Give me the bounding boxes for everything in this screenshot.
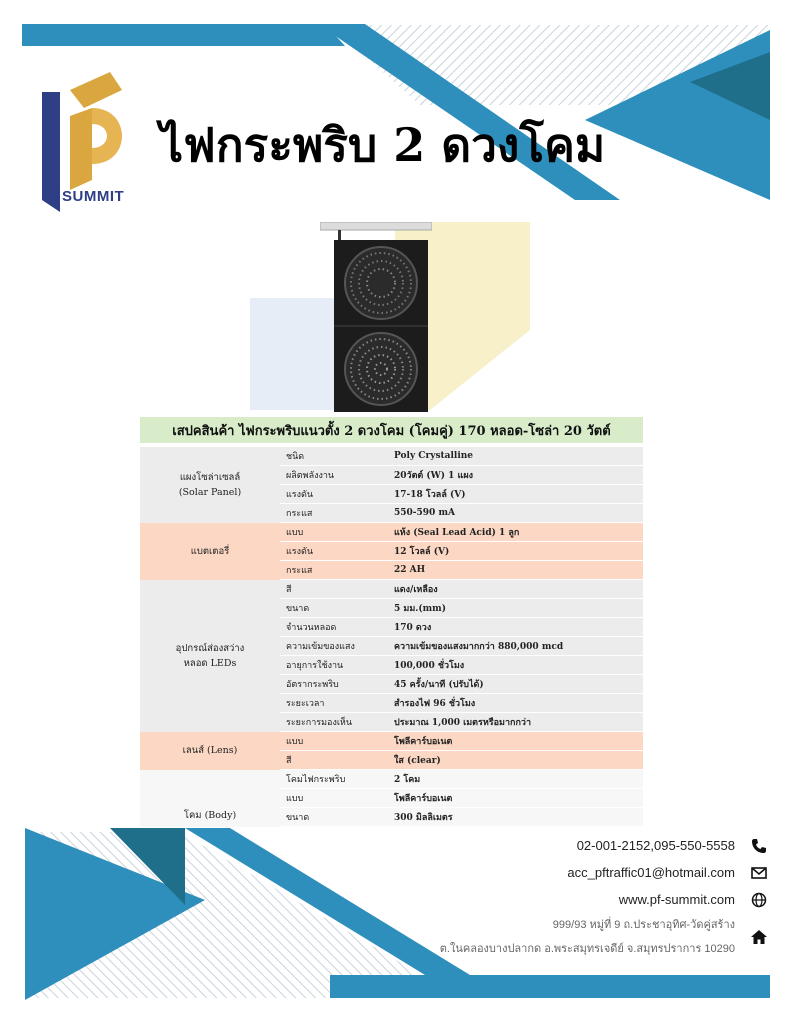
spec-section-body [140, 770, 643, 827]
spec-key: แบบ [286, 528, 304, 538]
spec-row [280, 561, 643, 580]
spec-key: ระยะเวลา [286, 699, 325, 709]
spec-row [280, 656, 643, 675]
spec-key: ชนิด [286, 452, 305, 462]
spec-value: 22 AH [394, 565, 426, 575]
section-label [140, 770, 280, 827]
contact-info [349, 832, 769, 961]
spec-table-header: เสปคสินค้า ไฟกระพริบแนวตั้ง 2 ดวงโคม (โคมคู่) 170 หลอด-โซล่า 20 วัตต์ [140, 417, 643, 443]
spec-row [280, 542, 643, 561]
spec-row [280, 504, 643, 523]
spec-key: จำนวนหลอด [286, 623, 337, 633]
contact-address [349, 913, 769, 961]
spec-value: Poly Crystalline [394, 451, 474, 461]
email-text[interactable]: acc_pftraffic01@hotmail.com [567, 865, 735, 880]
spec-value: 20วัตต์ (W) 1 แผง [394, 471, 474, 481]
spec-value: 300 มิลลิเมตร [394, 813, 453, 823]
spec-value: 2 โคม [394, 775, 421, 785]
spec-key: แบบ [286, 737, 304, 747]
section-label-line: แบตเตอรี่ [190, 545, 230, 557]
contact-phone [349, 832, 769, 859]
company-logo [40, 72, 136, 212]
spec-row [280, 732, 643, 751]
spec-row [280, 789, 643, 808]
product-image [320, 222, 432, 412]
address-line-2: ต.ในคลองบางปลากด อ.พระสมุทรเจดีย์ จ.สมุทรปราการ 10290 [439, 943, 735, 955]
spec-value: แดง/เหลือง [394, 585, 438, 595]
spec-row [280, 808, 643, 827]
section-label-line: อุปกรณ์ส่องสว่าง [175, 642, 245, 654]
spec-value: ประมาณ 1,000 เมตรหรือมากกว่า [394, 718, 532, 728]
spec-row [280, 523, 643, 542]
section-label-line: หลอด LEDs [183, 658, 237, 669]
spec-section-battery [140, 523, 643, 580]
spec-row [280, 675, 643, 694]
home-icon [749, 927, 769, 947]
spec-key: ผลิตพลังงาน [286, 471, 335, 481]
page-title: ไฟกระพริบ 2 ดวงโคม [160, 118, 606, 172]
spec-value: โพลีคาร์บอเนต [394, 794, 453, 804]
spec-row [280, 713, 643, 732]
spec-row [280, 770, 643, 789]
spec-key: ขนาด [286, 604, 310, 614]
spec-key: อัตรากระพริบ [286, 680, 339, 690]
address-line-1: 999/93 หมู่ที่ 9 ถ.ประชาอุทิศ-วัดคู่สร้าง [552, 919, 735, 931]
spec-value: แห้ง (Seal Lead Acid) 1 ลูก [394, 528, 520, 538]
logo-text: SUMMIT [62, 188, 125, 205]
spec-key: กระแส [286, 566, 313, 576]
spec-row [280, 751, 643, 770]
spec-key: กระแส [286, 509, 313, 519]
spec-value: ใส (clear) [394, 756, 441, 766]
spec-row [280, 485, 643, 504]
spec-value: สำรองไฟ 96 ชั่วโมง [394, 699, 476, 709]
spec-row [280, 637, 643, 656]
section-label [140, 580, 280, 732]
section-label-line: โคม (Body) [183, 809, 237, 821]
spec-key: ระยะการมองเห็น [286, 718, 353, 728]
spec-row [280, 599, 643, 618]
section-label [140, 447, 280, 523]
spec-value: 12 โวลล์ (V) [394, 547, 450, 557]
spec-key: ขนาด [286, 813, 310, 823]
section-label [140, 523, 280, 580]
spec-section-lighting [140, 580, 643, 732]
spec-key: แบบ [286, 794, 304, 804]
section-label-line: แผงโซล่าเซลล์ [179, 471, 241, 483]
spec-key: โคมไฟกระพริบ [286, 775, 346, 785]
spec-key: อายุการใช้งาน [286, 661, 344, 671]
spec-key: สี [286, 756, 292, 766]
spec-value: 5 มม.(mm) [394, 604, 446, 614]
section-label [140, 732, 280, 770]
spec-row [280, 447, 643, 466]
section-label-line: (Solar Panel) [178, 487, 242, 498]
phone-text[interactable]: 02-001-2152,095-550-5558 [576, 838, 735, 853]
spec-key: แรงดัน [286, 490, 314, 500]
spec-key: แรงดัน [286, 547, 314, 557]
spec-value: โพลีคาร์บอเนต [394, 737, 453, 747]
spec-value: 17-18 โวลล์ (V) [394, 490, 466, 500]
spec-value: 170 ดวง [394, 623, 432, 633]
spec-row [280, 694, 643, 713]
spec-section-solar-panel [140, 447, 643, 523]
spec-key: ความเข้มของแสง [286, 642, 355, 652]
mail-icon [749, 863, 769, 883]
contact-website [349, 886, 769, 913]
phone-icon [749, 836, 769, 856]
spec-row [280, 466, 643, 485]
globe-icon [749, 890, 769, 910]
spec-value: ความเข้มของแสงมากกว่า 880,000 mcd [394, 642, 564, 652]
website-text[interactable]: www.pf-summit.com [618, 892, 735, 907]
section-label-line: เลนส์ (Lens) [182, 745, 238, 757]
spec-value: 45 ครั้ง/นาที (ปรับได้) [394, 680, 484, 690]
spec-value: 100,000 ชั่วโมง [394, 661, 465, 671]
spec-table [140, 417, 643, 825]
spec-key: สี [286, 585, 292, 595]
spec-row [280, 580, 643, 599]
spec-value: 550-590 mA [394, 508, 455, 518]
spec-row [280, 618, 643, 637]
contact-email [349, 859, 769, 886]
spec-section-lens [140, 732, 643, 770]
